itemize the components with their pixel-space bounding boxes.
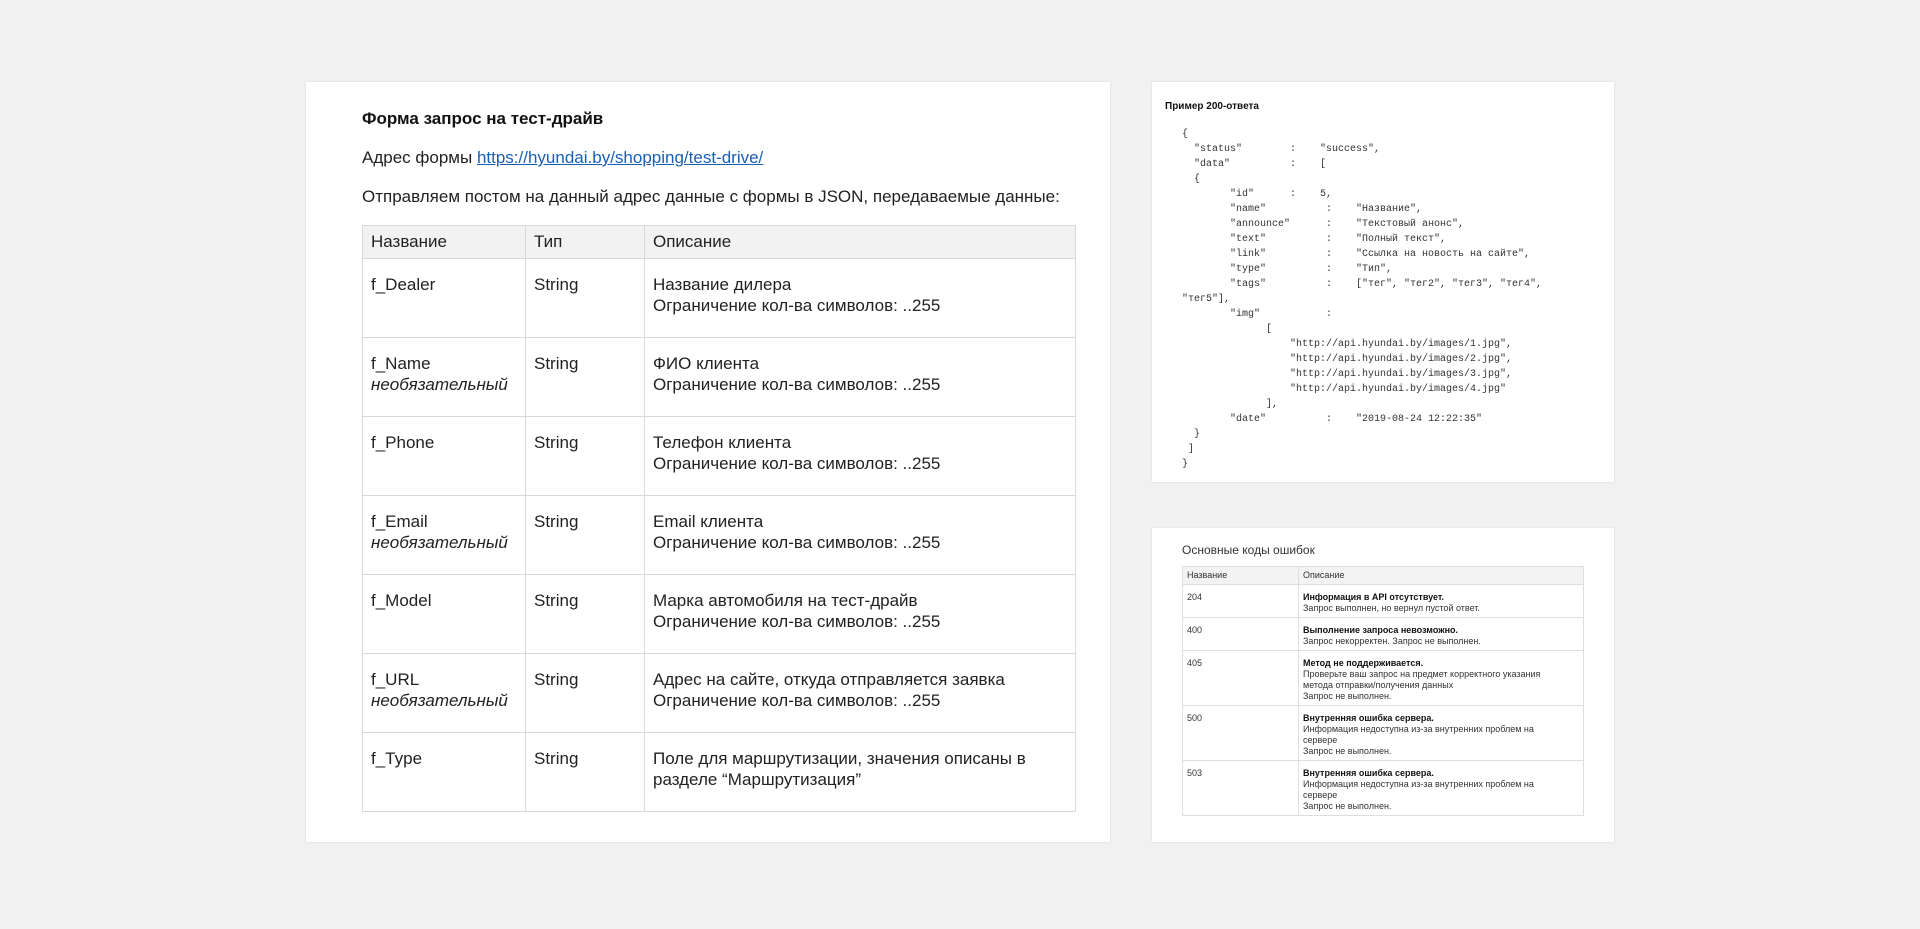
field-optional-note: необязательный: [371, 533, 508, 552]
field-name: f_Dealer: [371, 275, 436, 294]
response-example-card: [1152, 82, 1614, 482]
error-detail-line: сервере: [1303, 735, 1338, 745]
field-limit: Ограничение кол-ва символов: ..255: [653, 691, 941, 710]
error-detail-line: Информация недоступна из-за внутренних проблем на: [1303, 724, 1534, 734]
error-heading: Метод не поддерживается.: [1303, 658, 1424, 668]
error-detail-line: Запрос не выполнен.: [1303, 746, 1392, 756]
field-description-cell: [645, 417, 1076, 496]
table-row: [363, 417, 1076, 496]
field-type: String: [526, 575, 645, 654]
field-name-cell: [363, 259, 526, 338]
address-link[interactable]: https://hyundai.by/shopping/test-drive/: [476, 148, 764, 167]
error-row: [1183, 585, 1584, 618]
field-name: f_URL: [371, 670, 420, 689]
field-description-cell: [645, 575, 1076, 654]
field-name: f_Name: [371, 354, 431, 373]
error-detail-line: метода отправки/получения данных: [1303, 680, 1454, 690]
error-detail-line: Проверьте ваш запрос на предмет корректного указания: [1303, 669, 1541, 679]
field-type: String: [526, 733, 645, 812]
field-limit: Ограничение кол-ва символов: ..255: [653, 454, 941, 473]
error-codes-table: [1182, 566, 1584, 816]
field-name: f_Email: [371, 512, 428, 531]
error-code: 500: [1183, 706, 1299, 761]
field-limit: Ограничение кол-ва символов: ..255: [653, 296, 941, 315]
error-description-cell: [1299, 651, 1584, 706]
test-drive-form-doc: [306, 82, 1110, 842]
error-heading: Внутренняя ошибка сервера.: [1303, 713, 1434, 723]
field-description-cell: [645, 259, 1076, 338]
error-code: 503: [1183, 761, 1299, 816]
field-limit: Ограничение кол-ва символов: ..255: [653, 375, 941, 394]
error-detail-line: Запрос не выполнен.: [1303, 691, 1392, 701]
error-detail-line: Запрос не выполнен.: [1303, 801, 1392, 811]
error-description-cell: [1299, 761, 1584, 816]
table-row: [363, 338, 1076, 417]
error-row: [1183, 651, 1584, 706]
error-code: 204: [1183, 585, 1299, 618]
table-row: [363, 496, 1076, 575]
field-name: f_Model: [371, 591, 432, 610]
error-table-header-row: [1183, 567, 1584, 585]
error-description-cell: [1299, 585, 1584, 618]
field-name-cell: [363, 575, 526, 654]
field-description: Марка автомобиля на тест-драйв: [653, 591, 918, 610]
field-description: Поле для маршрутизации, значения описаны в: [653, 749, 1026, 768]
error-code: 405: [1183, 651, 1299, 706]
error-description-cell: [1299, 618, 1584, 651]
field-limit: разделе “Маршрутизация”: [653, 770, 862, 789]
field-name-cell: [363, 417, 526, 496]
error-column-header-description: Описание: [1299, 567, 1584, 585]
field-description-cell: [645, 496, 1076, 575]
field-name: f_Type: [371, 749, 423, 768]
fields-table: [362, 225, 1076, 812]
field-type: String: [526, 654, 645, 733]
error-row: [1183, 618, 1584, 651]
error-detail-line: Запрос некорректен. Запрос не выполнен.: [1303, 636, 1481, 646]
field-name: f_Phone: [371, 433, 435, 452]
field-type: String: [526, 259, 645, 338]
field-optional-note: необязательный: [371, 375, 508, 394]
error-heading: Внутренняя ошибка сервера.: [1303, 768, 1434, 778]
address-label: Адрес формы: [362, 148, 473, 167]
error-row: [1183, 706, 1584, 761]
field-type: String: [526, 338, 645, 417]
error-detail-line: сервере: [1303, 790, 1338, 800]
error-description-cell: [1299, 706, 1584, 761]
field-name-cell: [363, 496, 526, 575]
error-row: [1183, 761, 1584, 816]
field-limit: Ограничение кол-ва символов: ..255: [653, 612, 941, 631]
code-example-title: Пример 200-ответа: [1165, 101, 1259, 112]
json-code-block: { "status" : "success", "data" : [ { "id" : 5, "name" : "Название", "announce" : "Текстовый анонс", "text" : "Полный текст", "link" : "Ссылка на новость на сайте", "type" : "Тип", "tags" : ["тег", "тег2", "тег3", "тег4", "тег5"], "img" : [ "http://api.hyundai.by/images/1.jpg", "http://api.hyundai.by/images/2.jpg", "http://api.hyundai.by/images/3.jpg", "http://api.hyundai.by/images/4.jpg" ], "date" : "2019-08-24 12:22:35" } ] }: [1182, 129, 1543, 470]
table-row: [363, 654, 1076, 733]
error-detail-line: Запрос выполнен, но вернул пустой ответ.: [1303, 603, 1480, 613]
field-limit: Ограничение кол-ва символов: ..255: [653, 533, 941, 552]
doc-description: Отправляем постом на данный адрес данные с формы в JSON, передаваемые данные:: [362, 187, 1060, 206]
field-description-cell: [645, 733, 1076, 812]
table-header-row: [363, 226, 1076, 259]
table-row: [363, 259, 1076, 338]
field-description: Название дилера: [653, 275, 792, 294]
error-codes-title: Основные коды ошибок: [1182, 543, 1315, 557]
field-description: Email клиента: [653, 512, 764, 531]
table-row: [363, 575, 1076, 654]
column-header-name: Название: [363, 226, 526, 259]
field-description-cell: [645, 654, 1076, 733]
error-heading: Выполнение запроса невозможно.: [1303, 625, 1459, 635]
error-heading: Информация в API отсутствует.: [1303, 592, 1445, 602]
field-description: ФИО клиента: [653, 354, 760, 373]
doc-title: Форма запрос на тест-драйв: [362, 109, 604, 128]
field-description-cell: [645, 338, 1076, 417]
field-name-cell: [363, 733, 526, 812]
field-name-cell: [363, 338, 526, 417]
error-column-header-name: Название: [1183, 567, 1299, 585]
table-row: [363, 733, 1076, 812]
field-name-cell: [363, 654, 526, 733]
field-type: String: [526, 496, 645, 575]
error-codes-card: [1152, 528, 1614, 842]
error-code: 400: [1183, 618, 1299, 651]
address-line: [362, 148, 763, 168]
column-header-type: Тип: [526, 226, 645, 259]
field-optional-note: необязательный: [371, 691, 508, 710]
error-detail-line: Информация недоступна из-за внутренних проблем на: [1303, 779, 1534, 789]
column-header-description: Описание: [645, 226, 1076, 259]
field-type: String: [526, 417, 645, 496]
field-description: Телефон клиента: [653, 433, 792, 452]
field-description: Адрес на сайте, откуда отправляется заявка: [653, 670, 1005, 689]
